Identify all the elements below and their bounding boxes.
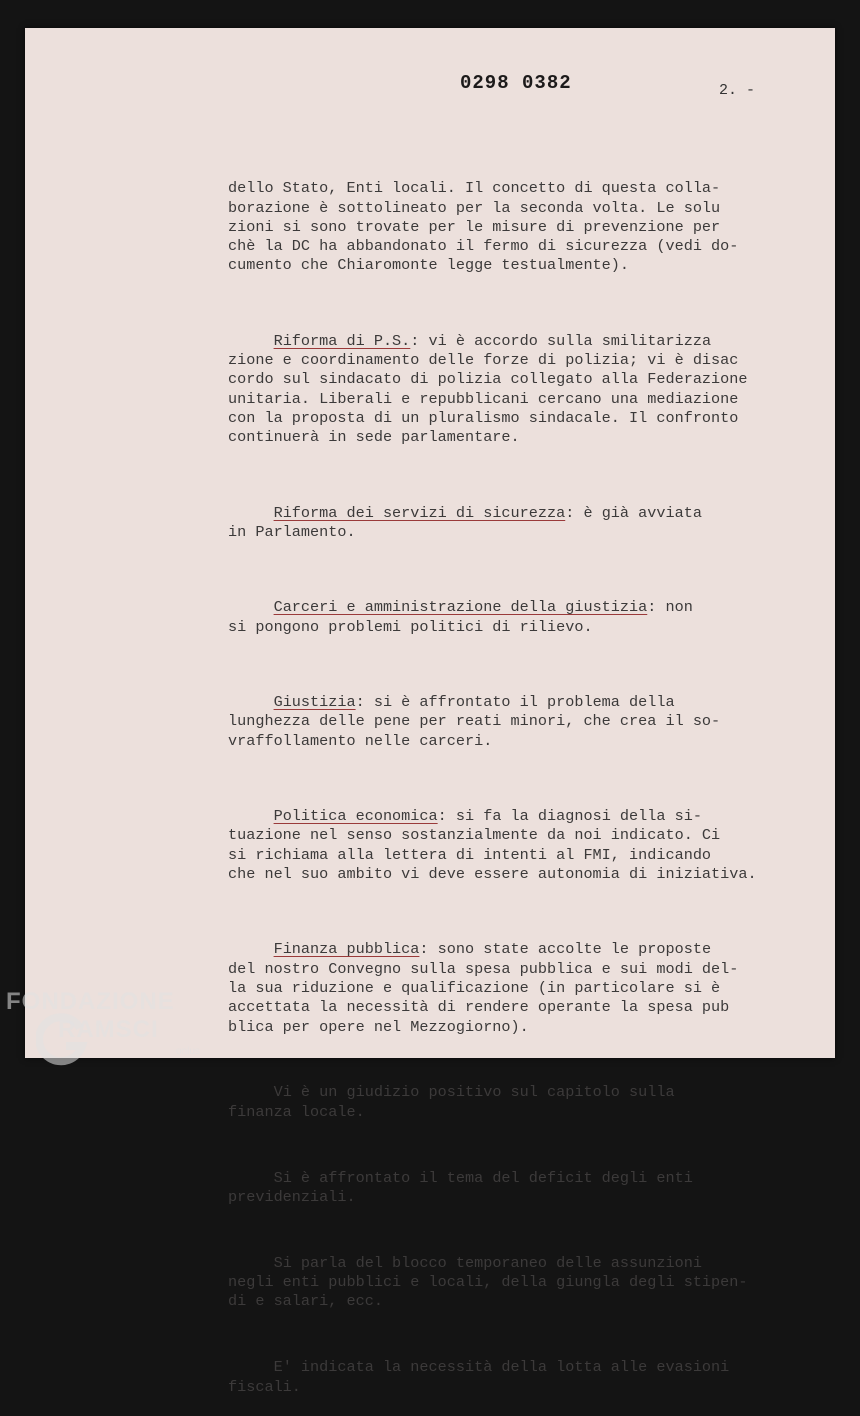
text-line: la sua riduzione e qualificazione (in particolare si è [228,978,721,997]
text-line: Riforma dei servizi di sicurezza: è già avviata [273,503,702,522]
text-line: cumento che Chiaromonte legge testualmente). [228,256,630,275]
section-title: Riforma di P.S. [273,331,411,350]
text-line: borazione è sottolineato per la seconda volta. Le solu [228,198,721,217]
document-body [228,160,808,1416]
text-line: Finanza pubblica: sono state accolte le proposte [273,940,712,959]
text-line: negli enti pubblici e locali, della giungla degli stipen- [228,1273,748,1292]
text-line: unitaria. Liberali e repubblicani cercano una mediazione [228,389,739,408]
paragraph-finanza-pubblica [228,940,808,1036]
paragraph-finanza-locale [228,1083,808,1122]
text-line: fiscali. [228,1377,301,1396]
text-line: con la proposta di un pluralismo sindacale. Il confronto [228,409,739,428]
watermark-onlus: onlus [176,1046,200,1057]
text-line: zioni si sono trovate per le misure di prevenzione per [228,217,721,236]
text-line: che nel suo ambito vi deve essere autonomia di iniziativa. [228,865,757,883]
paragraph-deficit [228,1169,808,1208]
fondazione-gramsci-watermark [6,988,216,1070]
paragraph-politica-economica [228,807,808,884]
text-line: accettata la necessità di rendere operante la spesa pub [228,998,730,1017]
section-title: Politica economica [273,807,438,826]
text-line: previdenziali. [228,1187,356,1206]
text-line: Si è affrontato il tema del deficit degli enti [273,1168,693,1187]
watermark-line1: FONDAZIONE [6,988,175,1015]
text-line: Politica economica: si fa la diagnosi della si- [273,807,702,826]
text-line: Si parla del blocco temporaneo delle assunzioni [273,1253,702,1272]
section-title: Finanza pubblica [273,940,420,959]
text-line: Vi è un giudizio positivo sul capitolo sulla [273,1083,675,1102]
text-line: Carceri e amministrazione della giustizia: non [273,598,693,617]
text-line: di e salari, ecc. [228,1292,383,1311]
paragraph-assunzioni [228,1254,808,1312]
paragraph-servizi-sicurezza [228,504,808,543]
text-line: si richiama alla lettera di intenti al FMI, indicando [228,845,712,864]
text-line: si pongono problemi politici di rilievo. [228,617,593,636]
text-line: lunghezza delle pene per reati minori, che crea il so- [228,712,721,731]
page-number: 2. - [719,82,756,99]
paragraph-riforma-ps [228,332,808,448]
section-title: Riforma dei servizi di sicurezza [273,503,566,522]
paragraph-intro [228,179,808,275]
text-line: finanza locale. [228,1102,365,1121]
text-line: continuerà in sede parlamentare. [228,428,520,447]
section-title: Giustizia [273,693,356,712]
text-line: in Parlamento. [228,523,356,542]
text-line: Giustizia: si è affrontato il problema della [273,693,675,712]
text-line: tuazione nel senso sostanzialmente da noi indicato. Ci [228,826,721,845]
text-line: E' indicata la necessità della lotta alle evasioni [273,1358,730,1377]
text-line: cordo sul sindacato di polizia collegato alla Federazione [228,370,748,389]
section-title: Carceri e amministrazione della giustizia [273,598,648,617]
archive-number: 0298 0382 [460,72,572,94]
paragraph-carceri [228,598,808,637]
paragraph-giustizia [228,693,808,751]
text-line: chè la DC ha abbandonato il fermo di sicurezza (vedi do- [228,237,739,256]
text-line: blica per opere nel Mezzogiorno). [228,1017,529,1036]
text-line: Riforma di P.S.: vi è accordo sulla smilitarizza [273,331,712,350]
text-line: del nostro Convegno sulla spesa pubblica e sui modi del- [228,959,739,978]
paragraph-evasioni [228,1358,808,1397]
text-line: zione e coordinamento delle forze di polizia; vi è disac [228,351,739,370]
text-line: dello Stato, Enti locali. Il concetto di questa colla- [228,179,721,198]
watermark-line2: RAMSCI [58,1016,159,1043]
text-line: vraffollamento nelle carceri. [228,731,493,750]
